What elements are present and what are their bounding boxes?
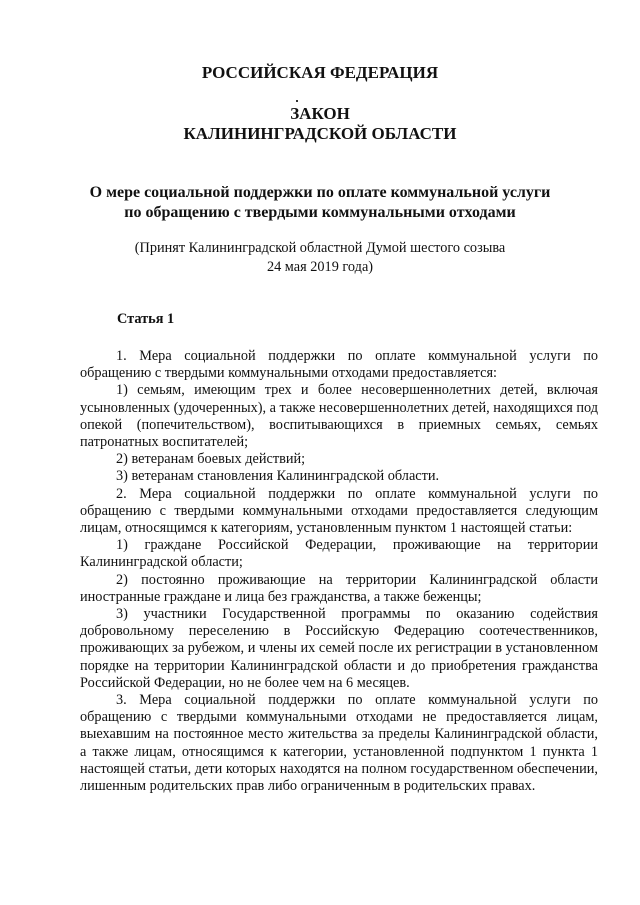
paragraph: 1) семьям, имеющим трех и более несовершеннолетних детей, включая усыновленных (удочеренных), а также несовершеннолетних детей, находящихся под опекой (попечительством), воспитывающихся в приемных семьях, семьях патронатных воспитателей; (80, 382, 599, 451)
adoption-note-line-1: (Принят Калининградской областной Думой шестого созыва (134, 240, 506, 256)
paragraph: 2. Мера социальной поддержки по оплате коммунальной услуги по обращению с твердыми коммунальными отходами предоставляется следующим лицам, относящимся к категориям, установленным пунктом 1 настоящей статьи: (80, 485, 598, 537)
paragraph: 1) граждане Российской Федерации, проживающие на территории Калининградской области; (80, 537, 598, 571)
paragraph: 2) постоянно проживающие на территории Калининградской области иностранные граждане и лица без гражданства, а также беженцы; (80, 571, 598, 605)
paragraph: 3) ветеранам становления Калининградской области. (116, 468, 440, 485)
scan-speck (296, 100, 298, 102)
adoption-note-line-2: 24 мая 2019 года) (266, 259, 374, 275)
law-type-heading: ЗАКОН (290, 104, 350, 123)
law-title-line-2: по обращению с твердыми коммунальными отходами (124, 204, 516, 221)
paragraph: 2) ветеранам боевых действий; (116, 451, 306, 468)
paragraph: 1. Мера социальной поддержки по оплате коммунальной услуги по обращению с твердыми коммунальными отходами предоставляется: (80, 348, 598, 382)
region-heading: КАЛИНИНГРАДСКОЙ ОБЛАСТИ (183, 124, 457, 143)
article-body (80, 348, 598, 795)
country-heading: РОССИЙСКАЯ ФЕДЕРАЦИЯ (201, 63, 439, 82)
law-title-line-1: О мере социальной поддержки по оплате коммунальной услуги (89, 184, 551, 201)
article-heading: Статья 1 (117, 311, 175, 327)
paragraph: 3. Мера социальной поддержки по оплате коммунальной услуги по обращению с твердыми коммунальными отходами не предоставляется лицам, выехавшим на постоянное место жительства за пределы Калининградской области, а также лицам, относящимся к категории, установленной подпунктом 1 пункта 1 настоящей статьи, дети которых находятся на полном государственном обеспечении, лишенным родительских прав либо ограниченным в родительских правах. (80, 692, 598, 795)
paragraph: 3) участники Государственной программы по оказанию содействия добровольному переселению в Российскую Федерацию соотечественников, проживающих за рубежом, и члены их семей после их регистрации в установленном порядке на территории Калининградской области и до приобретения гражданства Российской Федерации, но не более чем на 6 месяцев. (80, 606, 598, 691)
